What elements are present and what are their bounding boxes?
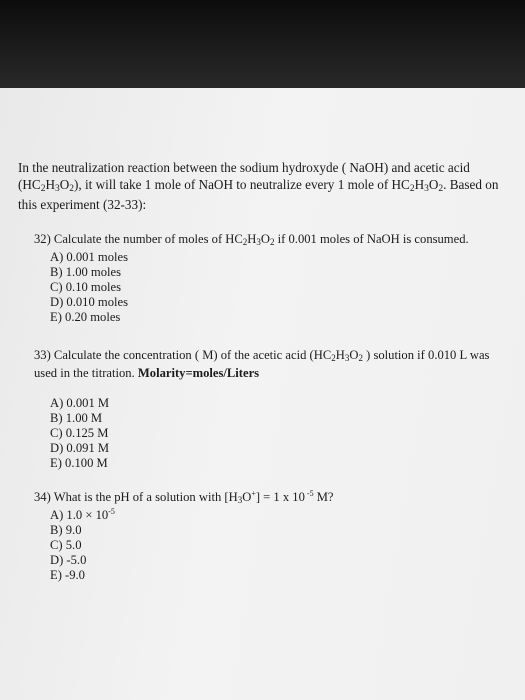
- option-b: B) 9.0: [50, 523, 82, 537]
- option-d: D) -5.0: [50, 553, 87, 567]
- question-33-options: [50, 396, 504, 471]
- option-e: E) -9.0: [50, 568, 85, 582]
- option-d: D) 0.010 moles: [50, 295, 129, 309]
- option-a: A) 0.001 M: [50, 396, 110, 410]
- question-34-stem: 34) What is the pH of a solution with $[H_3O^+] = 1$ x 10 $^{-5}$ M?: [34, 489, 334, 505]
- option-b: B) 1.00 M: [50, 411, 103, 425]
- question-34: [34, 490, 504, 583]
- dark-background: [0, 0, 525, 92]
- intro-paragraph: In the neutralization reaction between the sodium hydroxyde ( NaOH) and acetic acid $(HC_2H3O2)$, it will take 1 mole of NaOH to neutralize every 1 mole of HC2H3O2. Based on this experiment (32-33):: [18, 160, 499, 212]
- question-32-stem: 32) Calculate the number of moles of $HC_2H_3O_2$ if 0.001 moles of NaOH is consumed.: [34, 232, 469, 247]
- question-34-options: [50, 508, 504, 583]
- question-33-stem: 33) Calculate the concentration ( M) of the acetic acid ($HC_2H_3O_2$ ) solution if 0.010 L was used in the titration. Molarity=moles/Liters: [34, 348, 490, 380]
- option-a: A) $1.0 \times 10^{-5}$: [50, 507, 115, 522]
- question-32-options: [50, 250, 504, 325]
- option-e: E) 0.20 moles: [50, 310, 121, 324]
- option-b: B) 1.00 moles: [50, 265, 122, 279]
- question-32: [34, 232, 504, 325]
- question-33: [34, 348, 504, 471]
- option-a: A) 0.001 moles: [50, 250, 129, 264]
- option-e: E) 0.100 M: [50, 456, 108, 470]
- option-c: C) 5.0: [50, 538, 82, 552]
- option-c: C) 0.10 moles: [50, 280, 122, 294]
- option-d: D) 0.091 M: [50, 441, 110, 455]
- option-c: C) 0.125 M: [50, 426, 109, 440]
